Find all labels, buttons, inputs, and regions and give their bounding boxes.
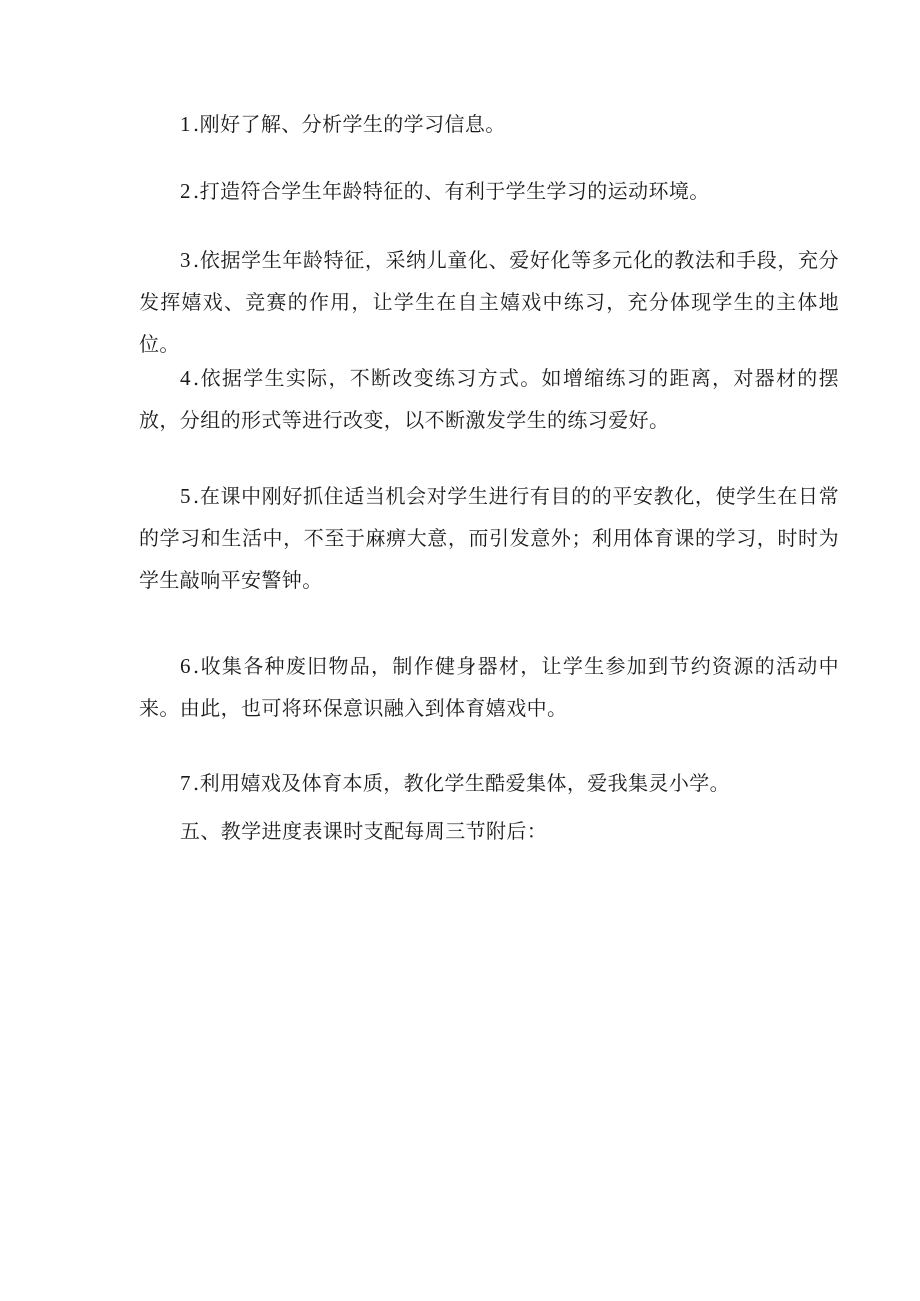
item-text: .在课中刚好抓住适当机会对学生进行有目的的平安教化，使学生在日常的学习和生活中，不至于麻痹大意，而引发意外；利用体育课的学习，时时为学生敲响平安警钟。 xyxy=(139,484,839,592)
item-number: 6 xyxy=(180,654,191,678)
item-number: 2 xyxy=(180,179,191,203)
list-item-1 xyxy=(139,103,839,145)
item-text: .依据学生年龄特征，采纳儿童化、爱好化等多元化的教法和手段，充分发挥嬉戏、竞赛的作用，让学生在自主嬉戏中练习，充分体现学生的主体地位。 xyxy=(139,248,839,356)
list-item-7 xyxy=(139,762,839,804)
item-text: .依据学生实际，不断改变练习方式。如增缩练习的距离，对器材的摆放，分组的形式等进行改变，以不断激发学生的练习爱好。 xyxy=(139,366,839,432)
item-number: 5 xyxy=(180,484,191,508)
list-item-3 xyxy=(139,239,839,365)
list-item-2 xyxy=(139,170,839,212)
list-item-5 xyxy=(139,475,839,601)
item-text: .利用嬉戏及体育本质，教化学生酷爱集体，爱我集灵小学。 xyxy=(192,771,731,795)
section-heading: 五、教学进度表课时支配每周三节附后： xyxy=(180,819,548,843)
item-text: .收集各种废旧物品，制作健身器材，让学生参加到节约资源的活动中来。由此，也可将环保意识融入到体育嬉戏中。 xyxy=(139,654,839,720)
list-item-6 xyxy=(139,645,839,729)
item-text: .打造符合学生年龄特征的、有利于学生学习的运动环境。 xyxy=(192,179,710,203)
item-number: 7 xyxy=(180,771,191,795)
item-text: .刚好了解、分析学生的学习信息。 xyxy=(192,112,506,136)
list-item-4 xyxy=(139,357,839,441)
item-number: 4 xyxy=(180,366,191,390)
item-number: 1 xyxy=(180,112,191,136)
item-number: 3 xyxy=(180,248,191,272)
